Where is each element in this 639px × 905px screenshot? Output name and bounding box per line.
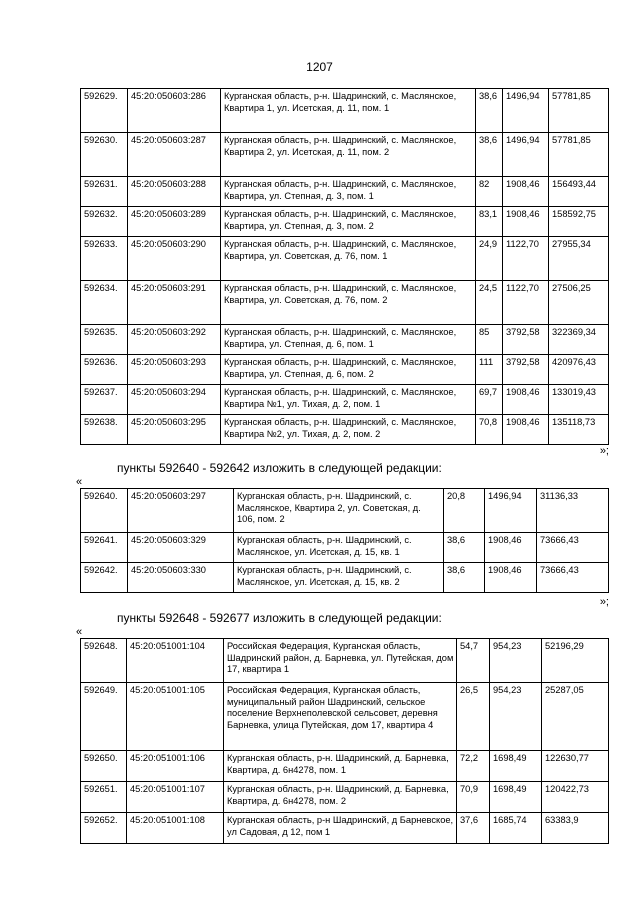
cell-address: Курганская область, р-н. Шадринский, с. Маслянское, Квартира, ул. Степная, д. 3, пом. 2 [221,207,476,237]
cell-area: 37,6 [457,813,490,844]
cell-rate: 1908,46 [503,177,549,207]
amendment-instruction: пункты 592640 - 592642 изложить в следующей редакции: [117,461,442,475]
cell-cadastral: 45:20:051001:104 [127,639,224,683]
cell-value: 322369,34 [549,325,609,355]
opening-quote: « [76,626,83,638]
cell-area: 82 [476,177,503,207]
table-row [81,177,609,207]
table-row [81,639,609,683]
cell-value: 63383,9 [542,813,609,844]
cell-number: 592637. [81,385,128,415]
cell-rate: 1908,46 [485,563,537,593]
opening-quote: « [76,476,83,488]
cell-address: Курганская область, р-н Шадринский, д Барневское, ул Садовая, д 12, пом 1 [224,813,457,844]
cell-rate: 1122,70 [503,237,549,281]
cell-number: 592642. [81,563,128,593]
cell-value: 122630,77 [542,751,609,782]
cell-value: 158592,75 [549,207,609,237]
cell-rate: 1698,49 [490,751,542,782]
cell-rate: 954,23 [490,639,542,683]
cell-number: 592630. [81,133,128,177]
cell-area: 111 [476,355,503,385]
cell-number: 592648. [81,639,127,683]
cell-cadastral: 45:20:050603:293 [128,355,221,385]
cell-value: 156493,44 [549,177,609,207]
cell-cadastral: 45:20:051001:105 [127,683,224,751]
cell-address: Курганская область, р-н. Шадринский, с. Маслянское, ул. Исетская, д. 15, кв. 2 [234,563,444,593]
cell-area: 38,6 [476,133,503,177]
cell-rate: 1698,49 [490,782,542,813]
cell-cadastral: 45:20:050603:286 [128,89,221,133]
table-row [81,813,609,844]
cell-address: Курганская область, р-н. Шадринский, с. Маслянское, Квартира 2, ул. Исетская, д. 11, пом. 2 [221,133,476,177]
cell-value: 27506,25 [549,281,609,325]
closing-quote: »; [599,445,609,457]
cell-address: Российская Федерация, Курганская область, Шадринский район, д. Барневка, ул. Путейская, дом 17, квартира 1 [224,639,457,683]
table-row [81,237,609,281]
cell-rate: 954,23 [490,683,542,751]
cell-area: 70,8 [476,415,503,445]
cell-cadastral: 45:20:051001:108 [127,813,224,844]
cell-area: 38,6 [476,89,503,133]
cell-cadastral: 45:20:050603:290 [128,237,221,281]
cell-area: 83,1 [476,207,503,237]
cell-number: 592636. [81,355,128,385]
cell-value: 73666,43 [537,563,609,593]
cell-number: 592632. [81,207,128,237]
cell-address: Курганская область, р-н. Шадринский, с. Маслянское, Квартира 2, ул. Советская, д. 106, пом. 2 [234,489,444,533]
cell-value: 120422,73 [542,782,609,813]
cell-rate: 1122,70 [503,281,549,325]
table-row [81,563,609,593]
cell-rate: 3792,58 [503,355,549,385]
table-row [81,489,609,533]
cell-number: 592629. [81,89,128,133]
cell-area: 38,6 [444,563,485,593]
page-number: 1207 [306,60,333,74]
cell-number: 592631. [81,177,128,207]
cell-area: 24,9 [476,237,503,281]
cell-area: 26,5 [457,683,490,751]
cell-value: 73666,43 [537,533,609,563]
cell-area: 70,9 [457,782,490,813]
cell-rate: 3792,58 [503,325,549,355]
cell-address: Курганская область, р-н. Шадринский, д. Барневка, Квартира, д. 6н4278, пом. 1 [224,751,457,782]
cell-address: Курганская область, р-н. Шадринский, с. Маслянское, Квартира №2, ул. Тихая, д. 2, пом. 2 [221,415,476,445]
cell-area: 54,7 [457,639,490,683]
cell-address: Курганская область, р-н. Шадринский, с. Маслянское, Квартира, ул. Степная, д. 6, пом. 2 [221,355,476,385]
cell-address: Курганская область, р-н. Шадринский, с. Маслянское, ул. Исетская, д. 15, кв. 1 [234,533,444,563]
table-row [81,683,609,751]
cell-cadastral: 45:20:050603:287 [128,133,221,177]
table-row [81,325,609,355]
cell-value: 57781,85 [549,133,609,177]
cell-area: 38,6 [444,533,485,563]
cell-rate: 1908,46 [503,415,549,445]
cell-area: 20,8 [444,489,485,533]
table-row [81,207,609,237]
cell-value: 135118,73 [549,415,609,445]
cell-area: 72,2 [457,751,490,782]
amendment-instruction: пункты 592648 - 592677 изложить в следующей редакции: [117,611,442,625]
cell-address: Курганская область, р-н. Шадринский, с. Маслянское, Квартира, ул. Степная, д. 3, пом. 1 [221,177,476,207]
cell-area: 85 [476,325,503,355]
table-row [81,281,609,325]
cell-number: 592649. [81,683,127,751]
cell-number: 592634. [81,281,128,325]
cell-rate: 1496,94 [503,133,549,177]
table-row [81,751,609,782]
table-row [81,355,609,385]
table-row [81,533,609,563]
register-table-1 [80,88,609,445]
table-row [81,415,609,445]
table-row [81,385,609,415]
cell-cadastral: 45:20:050603:295 [128,415,221,445]
cell-rate: 1908,46 [503,385,549,415]
cell-value: 133019,43 [549,385,609,415]
cell-number: 592640. [81,489,128,533]
cell-cadastral: 45:20:050603:329 [128,533,234,563]
cell-rate: 1685,74 [490,813,542,844]
cell-area: 24,5 [476,281,503,325]
cell-value: 57781,85 [549,89,609,133]
cell-value: 420976,43 [549,355,609,385]
cell-cadastral: 45:20:050603:291 [128,281,221,325]
cell-address: Курганская область, р-н. Шадринский, с. Маслянское, Квартира, ул. Степная, д. 6, пом. 1 [221,325,476,355]
cell-address: Российская Федерация, Курганская область, муниципальный район Шадринский, сельское поселение Верхнеполевской сельсовет, деревня Барневка, улица Путейская, дом 17, квартира 4 [224,683,457,751]
cell-address: Курганская область, р-н. Шадринский, с. Маслянское, Квартира 1, ул. Исетская, д. 11, пом. 1 [221,89,476,133]
cell-number: 592635. [81,325,128,355]
cell-rate: 1496,94 [503,89,549,133]
cell-number: 592641. [81,533,128,563]
cell-address: Курганская область, р-н. Шадринский, с. Маслянское, Квартира, ул. Советская, д. 76, пом. 2 [221,281,476,325]
cell-value: 25287,05 [542,683,609,751]
cell-number: 592651. [81,782,127,813]
table-row [81,782,609,813]
cell-cadastral: 45:20:050603:297 [128,489,234,533]
cell-cadastral: 45:20:050603:294 [128,385,221,415]
cell-cadastral: 45:20:050603:292 [128,325,221,355]
cell-number: 592650. [81,751,127,782]
cell-value: 52196,29 [542,639,609,683]
cell-cadastral: 45:20:051001:106 [127,751,224,782]
cell-address: Курганская область, р-н. Шадринский, с. Маслянское, Квартира, ул. Советская, д. 76, пом. 1 [221,237,476,281]
cell-address: Курганская область, р-н. Шадринский, д. Барневка, Квартира, д. 6н4278, пом. 2 [224,782,457,813]
cell-cadastral: 45:20:050603:330 [128,563,234,593]
cell-cadastral: 45:20:050603:288 [128,177,221,207]
cell-value: 27955,34 [549,237,609,281]
cell-number: 592638. [81,415,128,445]
cell-address: Курганская область, р-н. Шадринский, с. Маслянское, Квартира №1, ул. Тихая, д. 2, пом. 1 [221,385,476,415]
table-row [81,133,609,177]
register-table-3 [80,638,609,844]
cell-rate: 1496,94 [485,489,537,533]
cell-value: 31136,33 [537,489,609,533]
cell-number: 592652. [81,813,127,844]
cell-area: 69,7 [476,385,503,415]
table-row [81,89,609,133]
closing-quote: »; [599,596,609,608]
cell-rate: 1908,46 [503,207,549,237]
cell-cadastral: 45:20:051001:107 [127,782,224,813]
register-table-2 [80,488,609,593]
cell-number: 592633. [81,237,128,281]
cell-rate: 1908,46 [485,533,537,563]
cell-cadastral: 45:20:050603:289 [128,207,221,237]
